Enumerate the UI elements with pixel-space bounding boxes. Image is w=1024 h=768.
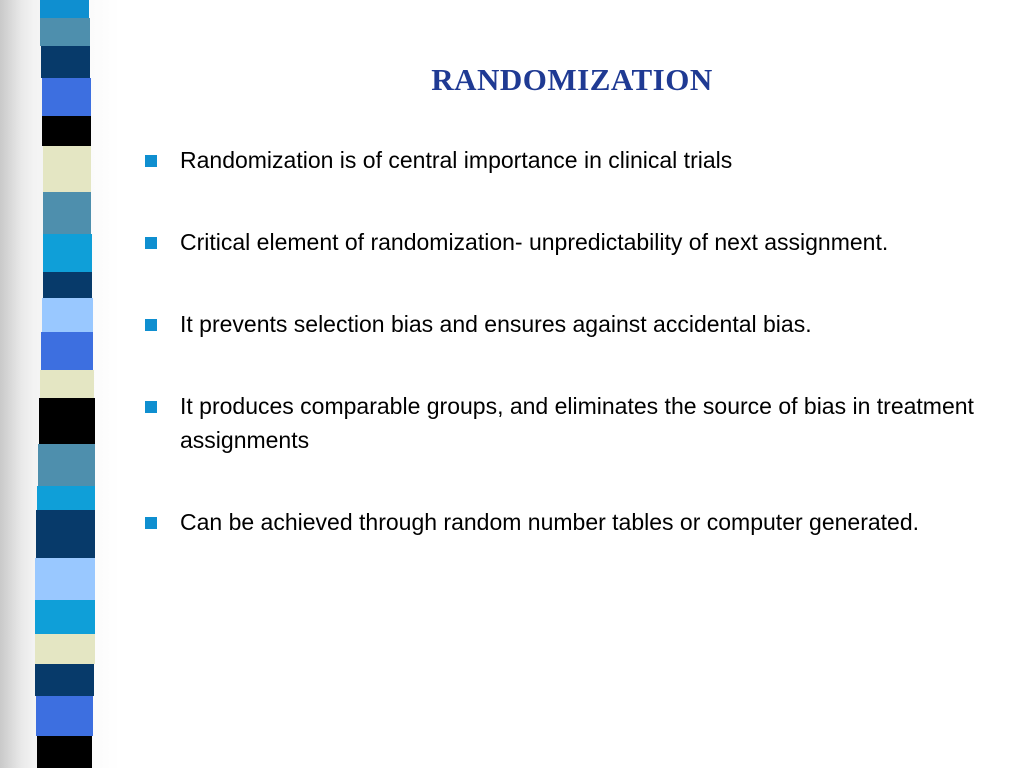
ribbon-segment <box>41 332 93 370</box>
ribbon-segment <box>43 192 91 234</box>
bullet-text: Can be achieved through random number tables or computer generated. <box>180 509 920 535</box>
bullet-item <box>143 143 983 177</box>
ribbon-segment <box>40 0 89 18</box>
ribbon-segment <box>40 18 90 46</box>
ribbon-segment <box>41 46 90 78</box>
square-bullet-icon <box>145 237 157 249</box>
ribbon-segment <box>40 370 94 398</box>
ribbon-segment <box>35 664 94 696</box>
slide-title: RANDOMIZATION <box>431 62 713 97</box>
ribbon-segment <box>43 234 92 272</box>
square-bullet-icon <box>145 319 157 331</box>
ribbon-segment <box>37 486 95 510</box>
ribbon-segment <box>36 696 93 736</box>
ribbon-segment <box>42 116 91 146</box>
ribbon-segment <box>36 510 95 558</box>
bullet-text: It produces comparable groups, and eliminates the source of bias in treatment assignments <box>180 393 974 453</box>
ribbon-segment <box>42 298 93 332</box>
bullet-item <box>143 225 983 259</box>
ribbon-segment <box>39 398 95 444</box>
square-bullet-icon <box>145 517 157 529</box>
ribbon-segment <box>35 634 95 664</box>
ribbon-segment <box>42 78 91 116</box>
ribbon-segment <box>43 272 92 298</box>
ribbon-segment <box>35 558 95 600</box>
ribbon-segment <box>35 600 95 634</box>
ribbon-segment <box>43 146 91 192</box>
bullet-text: Randomization is of central importance in clinical trials <box>180 147 733 173</box>
decorative-ribbon <box>0 0 120 768</box>
bullet-item <box>143 307 983 341</box>
square-bullet-icon <box>145 401 157 413</box>
bullet-text: It prevents selection bias and ensures against accidental bias. <box>180 311 812 337</box>
square-bullet-icon <box>145 155 157 167</box>
bullet-item <box>143 505 983 539</box>
bullet-item <box>143 389 983 457</box>
bullet-text: Critical element of randomization- unpredictability of next assignment. <box>180 229 889 255</box>
ribbon-segment <box>38 444 95 486</box>
ribbon-segment <box>37 736 92 768</box>
bullet-list <box>143 143 983 539</box>
